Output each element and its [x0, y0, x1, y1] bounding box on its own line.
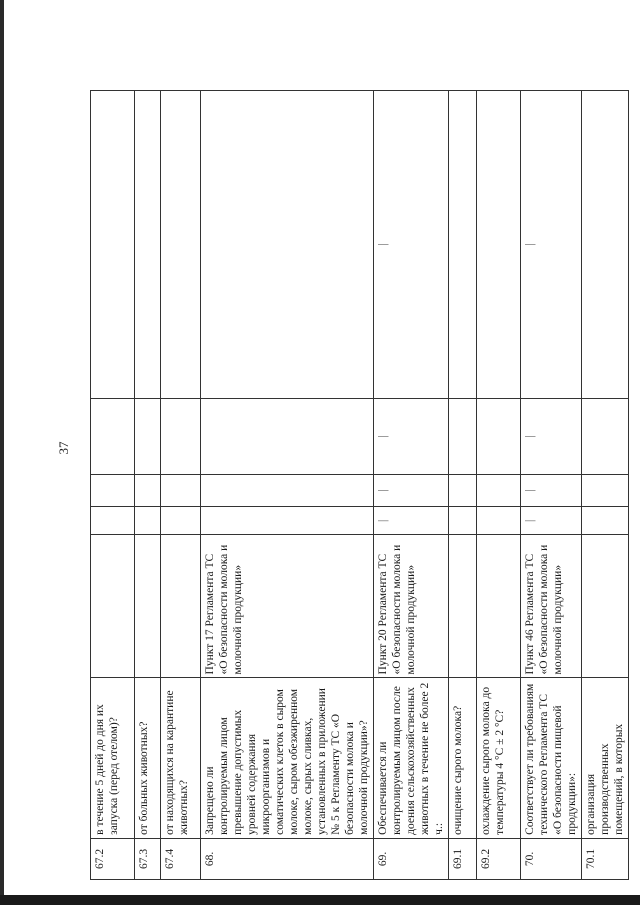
row-question: Обеспечивается ли контролируемым лицом после доения сельскохозяйственных животных в течение не более 2 ч.:	[374, 678, 449, 838]
row-reference	[161, 535, 201, 678]
row-question: Запрещено ли контролируемым лицом превышение допустимых уровней содержания микроорганизмов и соматических клеток в сыром молоке, сыром обезжиренном молоке, сырых сливках, установленных в приложении № 5 к Регламенту ТС «О безопасности молока и молочной продукции»?	[201, 678, 374, 838]
row-question: от находящихся на карантине животных?	[161, 678, 201, 838]
mark-no	[91, 474, 135, 507]
row-reference	[135, 535, 161, 678]
mark-no	[582, 474, 629, 507]
row-reference: Пункт 20 Регламента ТС «О безопасности молока и молочной продукции»	[374, 535, 449, 678]
checklist-table	[90, 90, 629, 880]
mark-notes	[201, 91, 374, 399]
page-number: 37	[56, 441, 71, 455]
mark-na	[161, 398, 201, 474]
table-row	[374, 91, 449, 880]
mark-notes	[135, 91, 161, 399]
table-row	[161, 91, 201, 880]
mark-yes	[135, 507, 161, 535]
mark-yes	[449, 507, 477, 535]
mark-notes	[161, 91, 201, 399]
mark-na	[477, 398, 521, 474]
mark-na	[201, 398, 374, 474]
mark-no: |	[374, 474, 449, 507]
mark-na	[582, 398, 629, 474]
mark-na: |	[521, 398, 582, 474]
row-number: 69.	[374, 838, 449, 879]
row-reference: Пункт 46 Регламента ТС «О безопасности молока и молочной продукции»	[521, 535, 582, 678]
mark-yes	[582, 507, 629, 535]
table-row	[449, 91, 477, 880]
mark-no	[161, 474, 201, 507]
row-question: охлаждение сырого молока до температуры 4 °С ± 2 °С?	[477, 678, 521, 838]
mark-notes: |	[521, 91, 582, 399]
rotated-table-container	[90, 90, 626, 880]
mark-no	[449, 474, 477, 507]
row-question: в течение 5 дней до дня их запуска (перед отелом)?	[91, 678, 135, 838]
mark-no: |	[521, 474, 582, 507]
mark-yes	[477, 507, 521, 535]
mark-na	[135, 398, 161, 474]
row-number: 67.3	[135, 838, 161, 879]
mark-no	[201, 474, 374, 507]
mark-notes	[91, 91, 135, 399]
mark-yes	[91, 507, 135, 535]
row-reference	[582, 535, 629, 678]
mark-notes: |	[374, 91, 449, 399]
mark-yes: |	[521, 507, 582, 535]
row-reference	[449, 535, 477, 678]
row-reference	[91, 535, 135, 678]
row-question: от больных животных?	[135, 678, 161, 838]
row-reference: Пункт 17 Регламента ТС «О безопасности молока и молочной продукции»	[201, 535, 374, 678]
mark-no	[135, 474, 161, 507]
row-question: очищение сырого молока?	[449, 678, 477, 838]
mark-na: |	[374, 398, 449, 474]
row-question: Соответствует ли требованиям технического Регламента ТС «О безопасности пищевой продукции»:	[521, 678, 582, 838]
row-reference	[477, 535, 521, 678]
table-row	[477, 91, 521, 880]
row-number: 70.	[521, 838, 582, 879]
mark-notes	[582, 91, 629, 399]
mark-yes	[161, 507, 201, 535]
row-number: 69.1	[449, 838, 477, 879]
mark-na	[449, 398, 477, 474]
table-row	[521, 91, 582, 880]
mark-notes	[449, 91, 477, 399]
mark-no	[477, 474, 521, 507]
table-row	[91, 91, 135, 880]
mark-yes: |	[374, 507, 449, 535]
scan-edge-left	[0, 0, 4, 905]
row-number: 67.4	[161, 838, 201, 879]
mark-na	[91, 398, 135, 474]
row-number: 70.1	[582, 838, 629, 879]
table-row	[582, 91, 629, 880]
row-number: 68.	[201, 838, 374, 879]
table-row	[201, 91, 374, 880]
scan-edge-bottom	[0, 895, 640, 905]
mark-yes	[201, 507, 374, 535]
mark-notes	[477, 91, 521, 399]
row-question: организация производственных помещений, в которых	[582, 678, 629, 838]
row-number: 67.2	[91, 838, 135, 879]
row-number: 69.2	[477, 838, 521, 879]
table-row	[135, 91, 161, 880]
